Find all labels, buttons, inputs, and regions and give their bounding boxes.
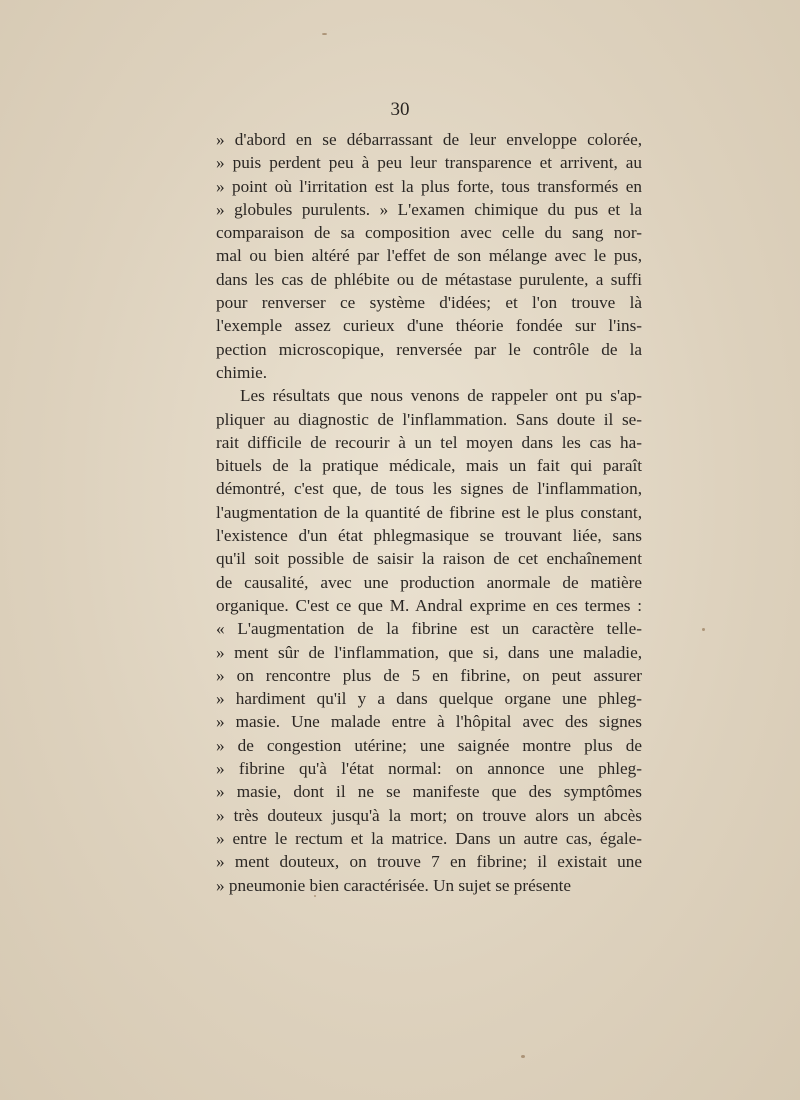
text-line: » on rencontre plus de 5 en fibrine, on peut assurer: [216, 665, 642, 685]
paper-speck: [702, 628, 705, 631]
text-line: » fibrine qu'à l'état normal: on annonce une phleg-: [216, 759, 642, 779]
text-line: rait difficile de recourir à un tel moyen dans les cas ha-: [216, 432, 642, 452]
text-line: » de congestion utérine; une saignée montre plus de: [216, 735, 642, 755]
paper-speck: [314, 895, 316, 897]
text-line: de causalité, avec une production anormale de matière: [216, 572, 642, 592]
text-line: pour renverser ce système d'idées; et l'on trouve là: [216, 293, 642, 313]
body-text: [216, 128, 642, 897]
text-line: » point où l'irritation est la plus forte, tous transformés en: [216, 176, 642, 196]
page-number: 30: [390, 99, 410, 120]
text-line: » d'abord en se débarrassant de leur enveloppe colorée,: [216, 130, 642, 149]
text-line: dans les cas de phlébite ou de métastase purulente, a suffi: [216, 269, 642, 289]
text-line: qu'il soit possible de saisir la raison de cet enchaînement: [216, 549, 642, 569]
text-line: chimie.: [216, 362, 268, 382]
text-line: démontré, c'est que, de tous les signes de l'inflammation,: [216, 479, 642, 499]
text-line: Les résultats que nous venons de rappeler ont pu s'ap-: [240, 386, 642, 406]
text-line: » globules purulents. » L'examen chimique du pus et la: [216, 199, 642, 219]
text-line: organique. C'est ce que M. Andral exprime en ces termes :: [216, 595, 642, 615]
text-line: » entre le rectum et la matrice. Dans un autre cas, égale-: [216, 828, 642, 848]
text-line: » pneumonie bien caractérisée. Un sujet se présente: [216, 875, 572, 895]
text-line: » puis perdent peu à peu leur transparence et arrivent, au: [216, 153, 642, 173]
text-line: » ment douteux, on trouve 7 en fibrine; il existait une: [216, 852, 642, 872]
text-line: » très douteux jusqu'à la mort; on trouve alors un abcès: [216, 805, 642, 825]
text-line: » masie, dont il ne se manifeste que des symptômes: [216, 782, 642, 802]
text-line: pliquer au diagnostic de l'inflammation. Sans doute il se-: [216, 409, 642, 429]
text-line: l'existence d'un état phlegmasique se trouvant liée, sans: [216, 526, 642, 546]
text-line: pection microscopique, renversée par le contrôle de la: [216, 339, 642, 359]
paper-speck: [521, 1055, 525, 1058]
text-line: bituels de la pratique médicale, mais un fait qui paraît: [216, 456, 642, 476]
text-line: mal ou bien altéré par l'effet de son mélange avec le pus,: [216, 246, 642, 266]
text-line: l'augmentation de la quantité de fibrine est le plus constant,: [216, 502, 642, 522]
text-line: l'exemple assez curieux d'une théorie fondée sur l'ins-: [216, 316, 642, 336]
text-line: » masie. Une malade entre à l'hôpital avec des signes: [216, 712, 642, 732]
text-line: » hardiment qu'il y a dans quelque organe une phleg-: [216, 689, 642, 709]
text-line: « L'augmentation de la fibrine est un caractère telle-: [216, 619, 642, 639]
text-line: comparaison de sa composition avec celle du sang nor-: [216, 223, 642, 243]
text-line: » ment sûr de l'inflammation, que si, dans une maladie,: [216, 642, 642, 662]
paper-speck: [322, 33, 327, 35]
